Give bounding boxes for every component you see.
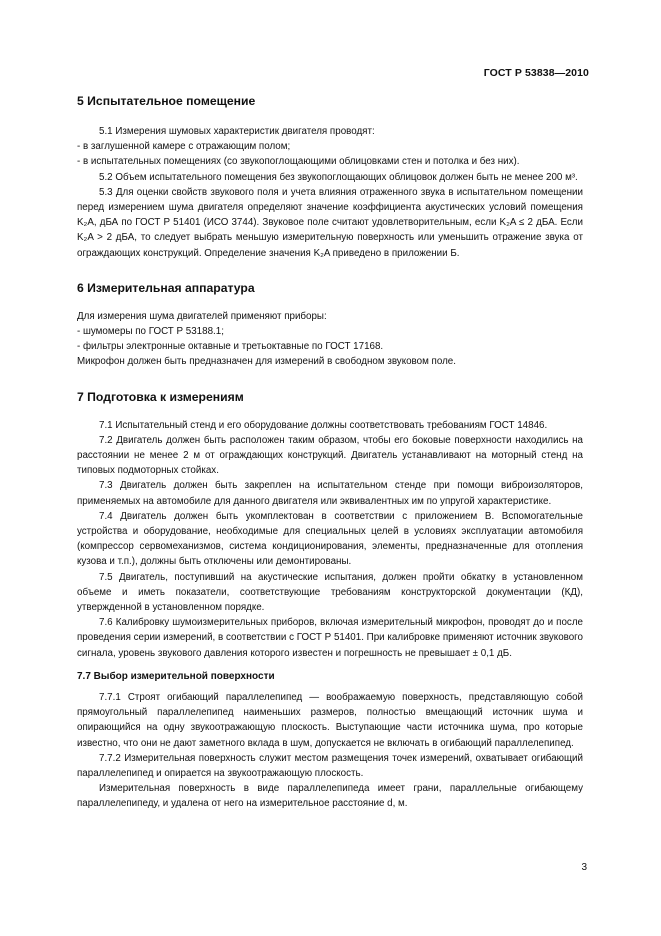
s5-li2: - в испытательных помещениях (со звукопоглощающими облицовками стен и потолка и без них).	[77, 156, 520, 168]
section-7-title: 7 Подготовка к измерениям	[77, 389, 244, 404]
page-content	[77, 93, 583, 812]
s7-p772: 7.7.2 Измерительная поверхность служит местом размещения точек измерений, охватывает огибающий параллелепипед и опирается на звукоотражающую плоскость.	[77, 752, 583, 779]
s6-p2: Микрофон должен быть предназначен для измерений в свободном звуковом поле.	[77, 356, 456, 368]
s7-p771: 7.7.1 Строят огибающий параллелепипед — воображаемую поверхность, представляющую собой прямоугольный параллелепипед наименьших размеров, полностью вмещающий источник шума и опирающийся на одну звукоотражающую плоскость. Выступающие части источника шума, про которые известно, что они не дают заметного вклада в шум, допускается не включать в огибающий параллелепипед.	[77, 691, 583, 749]
s7-p1: 7.1 Испытательный стенд и его оборудование должны соответствовать требованиям ГОСТ 14846.	[99, 419, 548, 431]
s7-p773: Измерительная поверхность в виде параллелепипеда имеет грани, параллельные огибающему параллелепипеду, и удалена от него на измерительное расстояние d, м.	[77, 783, 583, 810]
s6-li1: - шумомеры по ГОСТ Р 53188.1;	[77, 326, 224, 338]
s5-p1: 5.1 Измерения шумовых характеристик двигателя проводят:	[99, 126, 375, 137]
s7-p2: 7.2 Двигатель должен быть расположен таким образом, чтобы его боковые поверхности находились на расстоянии не менее 2 м от ограждающих конструкций. Двигатель устанавливают на моторный стенд на типовых подмоторных стойках.	[77, 434, 583, 477]
s6-p1: Для измерения шума двигателей применяют приборы:	[77, 310, 327, 322]
s7-p6: 7.6 Калибровку шумоизмерительных приборов, включая измерительный микрофон, проводят до и после проведения серии измерений, в соответствии с ГОСТ Р 51401. При калибровке применяют источник звукового сигнала, уровень звукового давления которого известен и погрешность не превышает ± 0,1 дБ.	[77, 617, 583, 659]
s7-p3: 7.3 Двигатель должен быть закреплен на испытательном стенде при помощи виброизоляторов, применяемых на автомобиле для данного двигателя или эквивалентных им по упругой характеристике.	[77, 480, 583, 507]
document-code: ГОСТ Р 53838—2010	[483, 67, 589, 79]
s7-p5: 7.5 Двигатель, поступивший на акустические испытания, должен пройти обкатку в установленном объеме и иметь показатели, соответствующие требованиям конструкторской документации (КД), утвержденной в установленном порядке.	[77, 571, 583, 614]
s6-li2: - фильтры электронные октавные и третьоктавные по ГОСТ 17168.	[77, 341, 384, 353]
s7-p4: 7.4 Двигатель должен быть укомплектован в соответствии с приложением В. Вспомогательные устройства и оборудование, необходимые для специальных целей в условиях эксплуатации автомобиля (компрессор сервомеханизмов, система кондиционирования, элементы, предназначенные для отопления кузова и т.п.), должны быть отключены или демонтированы.	[77, 510, 583, 568]
section-6-title: 6 Измерительная аппаратура	[77, 280, 255, 295]
subsection-7-7-title: 7.7 Выбор измерительной поверхности	[77, 670, 275, 682]
s5-p3: 5.3 Для оценки свойств звукового поля и учета влияния отраженного звука в испытательном помещении перед измерением шума двигателя определяют значение коэффициента акустических условий помещения K₂A, дБА по ГОСТ Р 51401 (ИСО 3744). Звуковое поле считают удовлетворительным, если K₂A ≤ 2 дБА. Если K₂A > 2 дБА, то следует выбрать меньшую измерительную поверхность или уменьшить отражение звука от ограждающих конструкций. Определение значения K₂A приведено в приложении Б.	[77, 186, 583, 259]
s5-p2: 5.2 Объем испытательного помещения без звукопоглощающих облицовок должен быть не менее 200 м³.	[99, 171, 578, 183]
section-5-title: 5 Испытательное помещение	[77, 94, 256, 108]
page-number: 3	[581, 862, 587, 873]
s5-li1: - в заглушенной камере с отражающим полом;	[77, 141, 291, 153]
